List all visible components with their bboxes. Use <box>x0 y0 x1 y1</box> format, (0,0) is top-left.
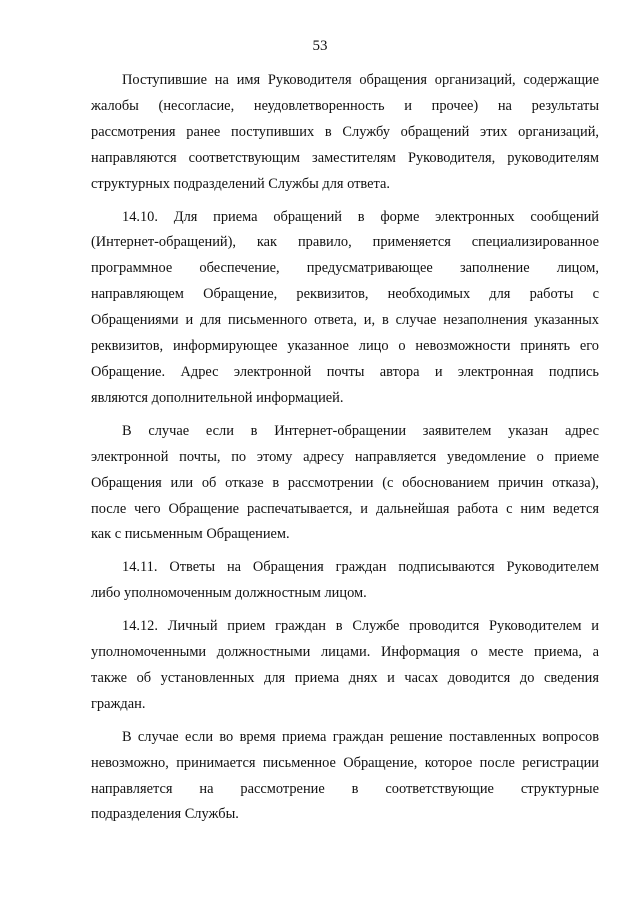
text-line: Обращениями и для письменного ответа, и, в случае незаполнения указанных <box>91 312 599 329</box>
text-line: 14.10. Для приема обращений в форме электронных сообщений <box>122 208 599 225</box>
text-line: являются дополнительной информацией. <box>91 389 344 406</box>
paragraph-14-10 <box>91 205 599 412</box>
text-line: структурных подразделений Службы для ответа. <box>91 175 390 192</box>
document-body <box>91 68 599 835</box>
text-line: реквизитов, информирующее указанное лицо о невозможности принять его <box>91 338 599 355</box>
text-line: направляются соответствующим заместителям Руководителя, руководителям <box>91 149 599 166</box>
text-line: В случае если в Интернет-обращении заявителем указан адрес <box>122 422 599 439</box>
text-line: невозможно, принимается письменное Обращение, которое после регистрации <box>91 754 599 771</box>
text-line: направляющем Обращение, реквизитов, необходимых для работы с <box>91 286 599 303</box>
text-line: Поступившие на имя Руководителя обращения организаций, содержащие <box>122 72 599 88</box>
paragraph-internet-appeal <box>91 419 599 549</box>
text-line: либо уполномоченным должностным лицом. <box>91 585 367 602</box>
text-line: жалобы (несогласие, неудовлетворенность и прочее) на результаты <box>91 97 599 114</box>
text-line: уполномоченными должностными лицами. Информация о месте приема, а <box>91 644 599 661</box>
paragraph-14-12 <box>91 614 599 718</box>
text-line: рассмотрения ранее поступивших в Службу обращений этих организаций, <box>91 123 599 140</box>
text-line: направляется на рассмотрение в соответствующие структурные <box>91 780 599 797</box>
paragraph-personal-reception <box>91 725 599 829</box>
text-line: 14.11. Ответы на Обращения граждан подписываются Руководителем <box>122 559 599 576</box>
paragraph-14-11 <box>91 555 599 607</box>
text-line: граждан. <box>91 695 146 712</box>
text-line: Обращение. Адрес электронной почты автора и электронная подпись <box>91 363 599 380</box>
text-line: В случае если во время приема граждан решение поставленных вопросов <box>122 728 599 745</box>
text-line: после чего Обращение распечатывается, и дальнейшая работа с ним ведется <box>91 500 599 517</box>
text-line: 14.12. Личный прием граждан в Службе проводится Руководителем и <box>122 618 599 635</box>
text-line: электронной почты, по этому адресу направляется уведомление о приеме <box>91 448 599 465</box>
text-line: также об установленных для приема днях и часах доводится до сведения <box>91 669 599 686</box>
text-line: Обращения или об отказе в рассмотрении (с обоснованием причин отказа), <box>91 474 599 491</box>
text-line: (Интернет-обращений), как правило, применяется специализированное <box>91 234 599 251</box>
text-line: подразделения Службы. <box>91 806 239 823</box>
page-number: 53 <box>312 38 328 54</box>
text-line: как с письменным Обращением. <box>91 526 290 543</box>
text-line: программное обеспечение, предусматривающее заполнение лицом, <box>91 260 599 277</box>
paragraph-1 <box>91 68 599 198</box>
